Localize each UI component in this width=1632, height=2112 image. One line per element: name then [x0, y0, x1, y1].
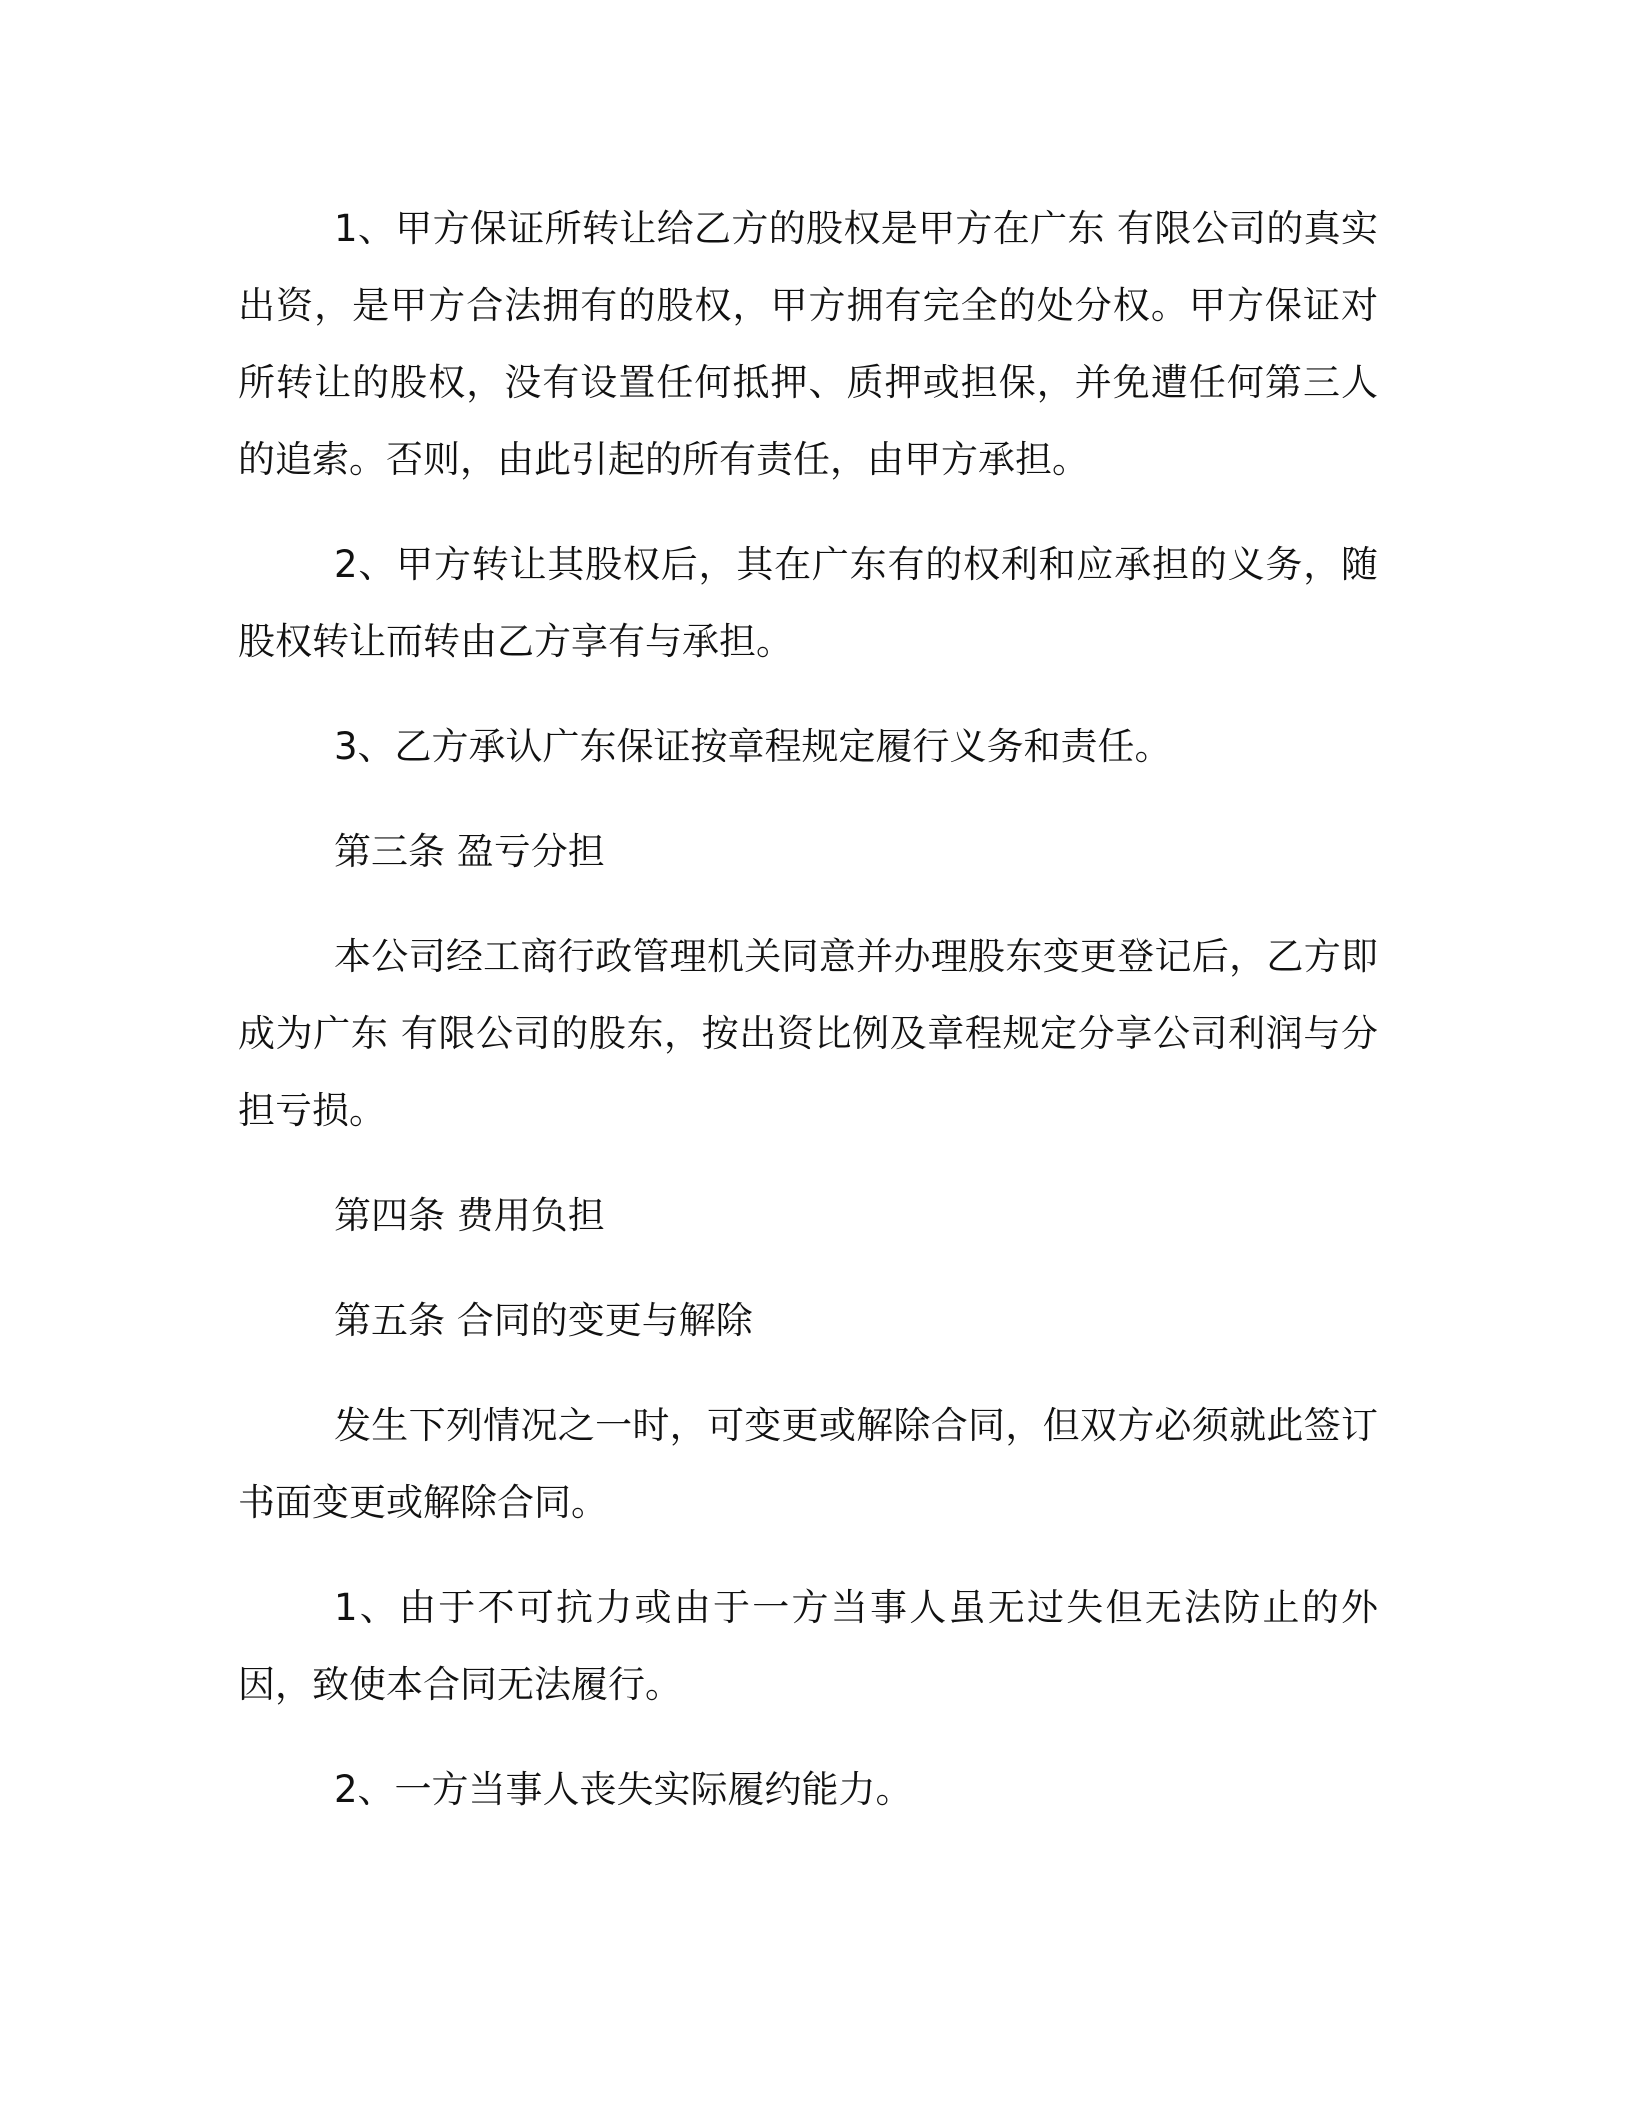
article-heading: 第四条 费用负担 [334, 1194, 605, 1237]
article-heading: 第三条 盈亏分担 [334, 830, 605, 873]
clause-paragraph: 1、甲方保证所转让给乙方的股权是甲方在广东 有限公司的真实出资，是甲方合法拥有的股权，甲方拥有完全的处分权。甲方保证对所转让的股权，没有设置任何抵押、质押或担保，并免遭任何第三人的追索。否则，由此引起的所有责任，由甲方承担。 [238, 207, 1378, 481]
clause-paragraph: 3、乙方承认广东保证按章程规定履行义务和责任。 [334, 725, 1172, 768]
clause-paragraph: 本公司经工商行政管理机关同意并办理股东变更登记后，乙方即成为广东 有限公司的股东，按出资比例及章程规定分享公司利润与分担亏损。 [238, 935, 1378, 1132]
clause-paragraph: 2、甲方转让其股权后，其在广东有的权利和应承担的义务，随股权转让而转由乙方享有与承担。 [238, 543, 1378, 663]
clause-paragraph: 发生下列情况之一时，可变更或解除合同，但双方必须就此签订书面变更或解除合同。 [238, 1404, 1378, 1524]
document-body [238, 190, 1378, 1856]
clause-paragraph: 1、由于不可抗力或由于一方当事人虽无过失但无法防止的外因，致使本合同无法履行。 [238, 1586, 1378, 1706]
article-heading: 第五条 合同的变更与解除 [334, 1299, 753, 1342]
clause-paragraph: 2、一方当事人丧失实际履约能力。 [334, 1768, 913, 1811]
